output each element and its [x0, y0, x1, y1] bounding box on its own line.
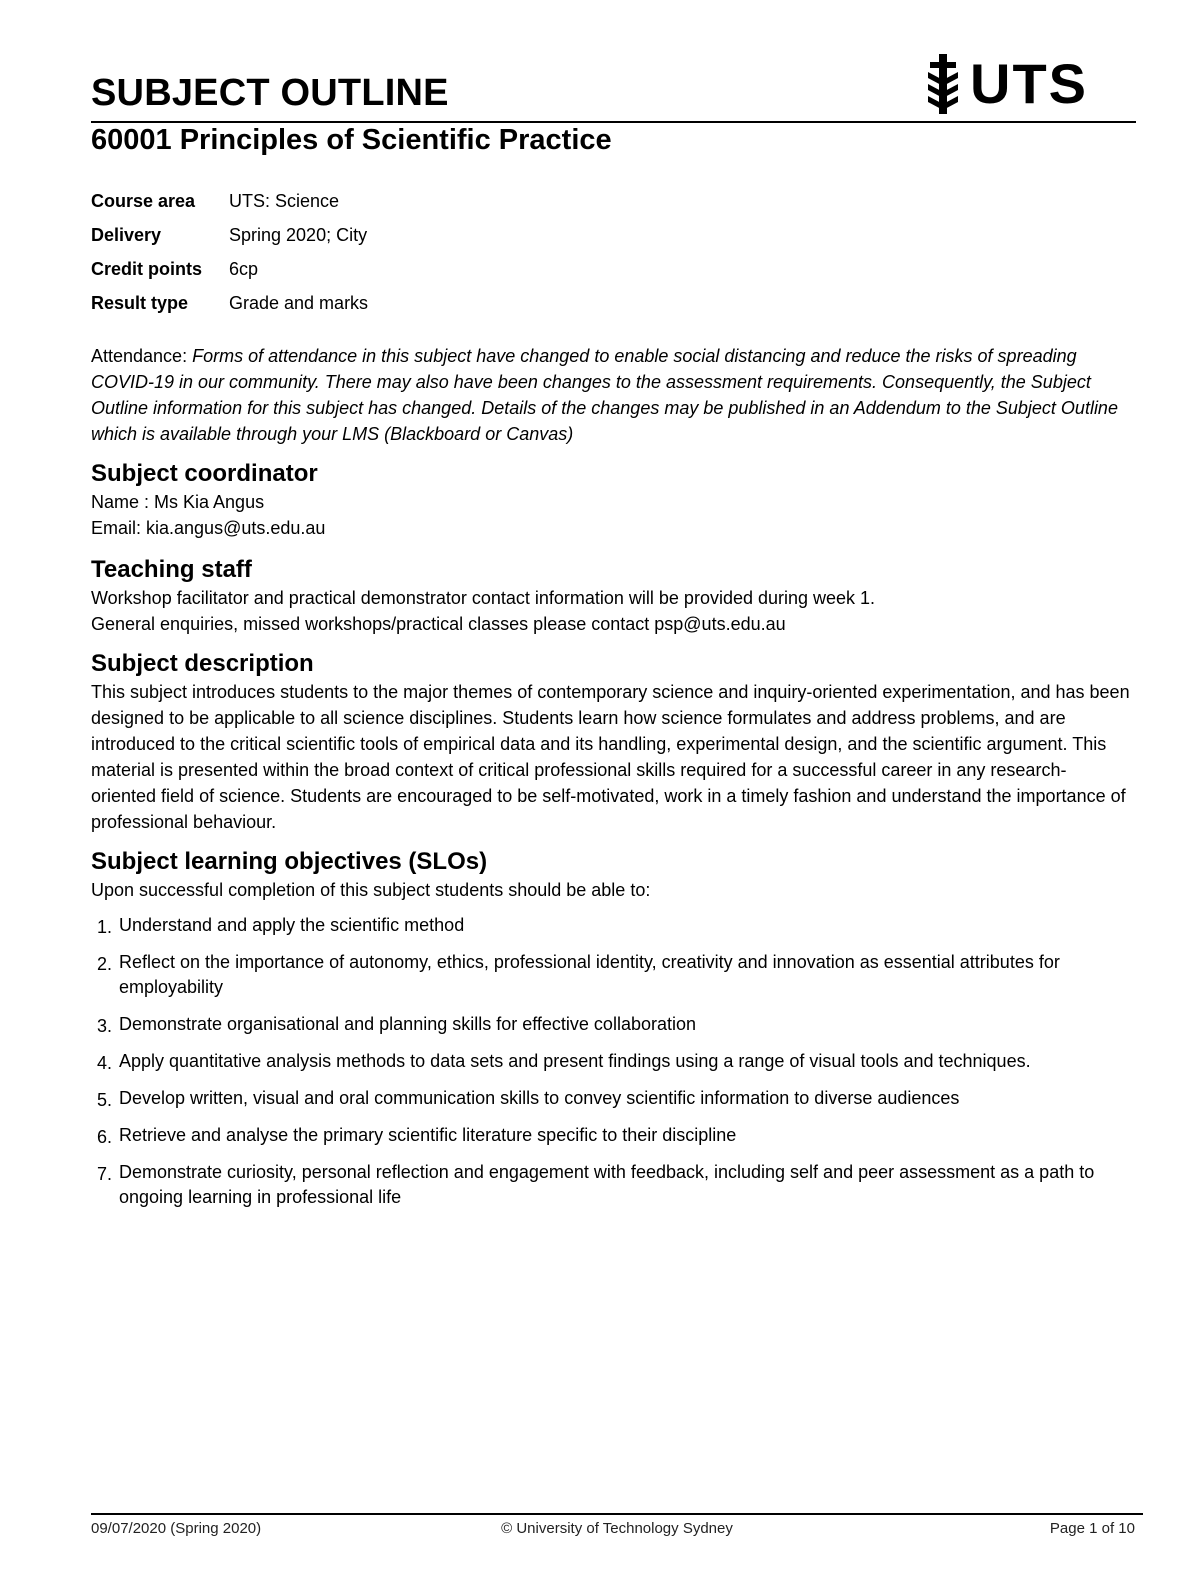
teaching-contact-line: General enquiries, missed workshops/practical classes please contact psp@uts.edu.au	[91, 614, 786, 634]
uts-crest-icon	[924, 54, 962, 114]
section-heading: Subject description	[91, 650, 314, 677]
meta-value: UTS: Science	[229, 191, 340, 211]
slo-number: 6.	[97, 1127, 113, 1147]
attendance-label: Attendance:	[91, 346, 193, 366]
coordinator-name: Name : Ms Kia Angus	[91, 492, 265, 512]
list-item	[91, 1160, 1119, 1210]
section-learning-objectives	[91, 847, 1136, 1222]
footer-divider	[91, 1513, 1143, 1515]
meta-value: Grade and marks	[229, 293, 369, 313]
meta-row-course-area	[91, 191, 368, 225]
coordinator-email: Email: kia.angus@uts.edu.au	[91, 518, 326, 538]
slo-text: Demonstrate curiosity, personal reflection and engagement with feedback, including self and peer assessment as a path to ongoing learning in professional life	[119, 1162, 1095, 1207]
list-item	[91, 1049, 1119, 1074]
slo-text: Apply quantitative analysis methods to data sets and present findings using a range of visual tools and techniques.	[119, 1051, 1031, 1071]
section-heading: Subject learning objectives (SLOs)	[91, 848, 488, 875]
slo-number: 3.	[97, 1016, 113, 1036]
page-footer	[91, 1520, 1143, 1542]
document-type-title: SUBJECT OUTLINE	[91, 72, 449, 114]
section-subject-description	[91, 649, 1136, 835]
slo-text: Develop written, visual and oral communication skills to convey scientific information to diverse audiences	[119, 1088, 960, 1108]
meta-label: Course area	[91, 191, 196, 211]
list-item	[91, 913, 1119, 938]
slo-number: 1.	[97, 917, 113, 937]
slo-text: Demonstrate organisational and planning skills for effective collaboration	[119, 1014, 697, 1034]
header-divider	[91, 121, 1136, 123]
page-header	[91, 52, 1136, 124]
uts-logo	[924, 50, 1088, 118]
slo-intro: Upon successful completion of this subject students should be able to:	[91, 880, 651, 900]
meta-value: 6cp	[229, 259, 259, 279]
description-text: This subject introduces students to the major themes of contemporary science and inquiry-oriented experimentation, and has been designed to be applicable to all science disciplines. Students learn how science formulates and address problems, and are introduced to the critical scientific tools of empirical data and its handling, experimental design, and the scientific argument. This material is presented within the broad context of critical professional skills required for a successful career in any research-oriented field of science. Students are encouraged to be self-motivated, work in a timely fashion and understand the importance of professional behaviour.	[91, 682, 1130, 832]
subject-title: 60001 Principles of Scientific Practice	[91, 124, 612, 156]
footer-date: 09/07/2020 (Spring 2020)	[91, 1520, 262, 1537]
teaching-info-line: Workshop facilitator and practical demonstrator contact information will be provided during week 1.	[91, 588, 876, 608]
list-item	[91, 1012, 1119, 1037]
slo-number: 4.	[97, 1053, 113, 1073]
meta-row-credit-points	[91, 259, 368, 293]
meta-row-delivery	[91, 225, 368, 259]
slo-text: Understand and apply the scientific method	[119, 915, 465, 935]
section-heading: Teaching staff	[91, 556, 252, 583]
meta-value: Spring 2020; City	[229, 225, 368, 245]
section-subject-coordinator	[91, 459, 1136, 541]
slo-number: 2.	[97, 954, 113, 974]
meta-label: Credit points	[91, 259, 202, 279]
attendance-text: Forms of attendance in this subject have changed to enable social distancing and reduce the risks of spreading COVID-19 in our community. There may also have been changes to the assessment requirements. Consequently, the Subject Outline information for this subject has changed. Details of the changes may be published in an Addendum to the Subject Outline which is available through your LMS (Blackboard or Canvas)	[91, 346, 1118, 444]
footer-copyright: © University of Technology Sydney	[501, 1520, 733, 1537]
logo-wordmark: UTS	[970, 52, 1088, 115]
list-item	[91, 950, 1119, 1000]
meta-label: Delivery	[91, 225, 162, 245]
slo-text: Reflect on the importance of autonomy, ethics, professional identity, creativity and innovation as essential attributes for employability	[119, 952, 1060, 997]
slo-number: 7.	[97, 1164, 113, 1184]
meta-label: Result type	[91, 293, 189, 313]
list-item	[91, 1123, 1119, 1148]
section-teaching-staff	[91, 555, 1136, 637]
attendance-notice	[91, 343, 1131, 447]
slo-list	[91, 913, 1136, 1210]
slo-text: Retrieve and analyse the primary scientific literature specific to their discipline	[119, 1125, 737, 1145]
footer-page-number: Page 1 of 10	[1049, 1520, 1135, 1537]
meta-row-result-type	[91, 293, 368, 327]
section-heading: Subject coordinator	[91, 460, 318, 487]
slo-number: 5.	[97, 1090, 113, 1110]
list-item	[91, 1086, 1119, 1111]
subject-metadata-table	[91, 191, 368, 327]
